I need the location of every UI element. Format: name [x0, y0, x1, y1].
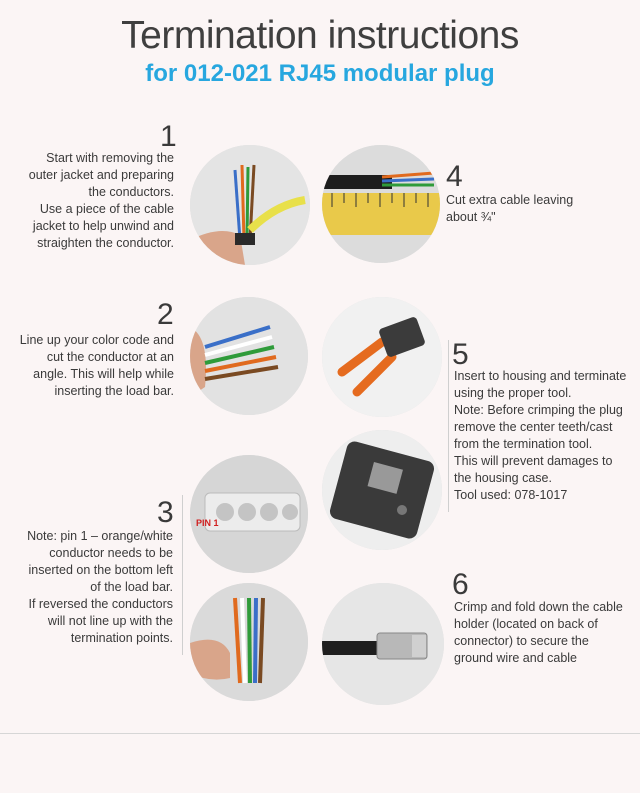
step-6-photo [322, 583, 444, 705]
step-5-divider [448, 340, 449, 512]
step-5-line: using the proper tool. [454, 386, 572, 400]
step-5-line: Insert to housing and terminate [454, 369, 627, 383]
step-6-line: connector) to secure the [454, 634, 589, 648]
pin-1-label: PIN 1 [196, 518, 219, 528]
footer-divider [0, 733, 640, 734]
step-5-text [454, 368, 626, 504]
step-2-line: Line up your color code and [19, 333, 174, 347]
page-subtitle: for 012-021 RJ45 modular plug [145, 60, 495, 87]
step-1-line: Start with removing the [46, 151, 174, 165]
step-1-line: the conductors. [88, 185, 174, 199]
step-5-photo-top [322, 297, 442, 417]
step-4-number: 4 [446, 160, 463, 193]
step-6-text [454, 599, 623, 667]
step-3-number: 3 [157, 496, 174, 529]
step-1-text [29, 150, 174, 252]
step-1-line: jacket to help unwind and [32, 219, 174, 233]
step-1-line: outer jacket and preparing [28, 168, 174, 182]
step-5-line: Note: Before crimping the plug [454, 403, 623, 417]
step-2-line: angle. This will help while [33, 367, 174, 381]
step-1-photo [190, 145, 310, 265]
step-5-line: This will prevent damages to [454, 454, 613, 468]
step-5-line: the housing case. [454, 471, 552, 485]
step-5-number: 5 [452, 338, 469, 371]
step-3-photo-bottom [190, 583, 308, 701]
step-3-text [27, 528, 173, 647]
step-2-number: 2 [157, 298, 174, 331]
step-3-photo-top [190, 455, 308, 573]
step-1-line: straighten the conductor. [37, 236, 174, 250]
step-6-line: holder (located on back of [454, 617, 598, 631]
step-4-text [446, 192, 573, 226]
step-3-divider [182, 495, 183, 655]
step-1-line: Use a piece of the cable [39, 202, 174, 216]
page-title: Termination instructions [121, 14, 519, 57]
step-5-line: from the termination tool. [454, 437, 593, 451]
step-6-line: Crimp and fold down the cable [454, 600, 623, 614]
step-5-line: remove the center teeth/cast [454, 420, 613, 434]
step-4-line: about ¾" [446, 210, 496, 224]
step-6-number: 6 [452, 568, 469, 601]
step-5-photo-bottom [322, 430, 442, 550]
step-3-line: termination points. [70, 631, 173, 645]
step-3-line: conductor needs to be [49, 546, 173, 560]
step-3-line: will not line up with the [47, 614, 173, 628]
step-2-line: inserting the load bar. [54, 384, 174, 398]
step-2-photo [190, 297, 308, 415]
step-4-line: Cut extra cable leaving [446, 193, 574, 207]
step-5-line: Tool used: 078-1017 [454, 488, 568, 502]
step-2-text [20, 332, 174, 400]
step-2-line: cut the conductor at an [46, 350, 174, 364]
step-3-line: of the load bar. [90, 580, 173, 594]
step-4-photo [322, 145, 440, 263]
step-1-number: 1 [160, 120, 177, 153]
step-3-line: Note: pin 1 – orange/white [27, 529, 173, 543]
step-3-line: inserted on the bottom left [28, 563, 173, 577]
step-3-line: If reversed the conductors [28, 597, 173, 611]
step-6-line: ground wire and cable [454, 651, 577, 665]
